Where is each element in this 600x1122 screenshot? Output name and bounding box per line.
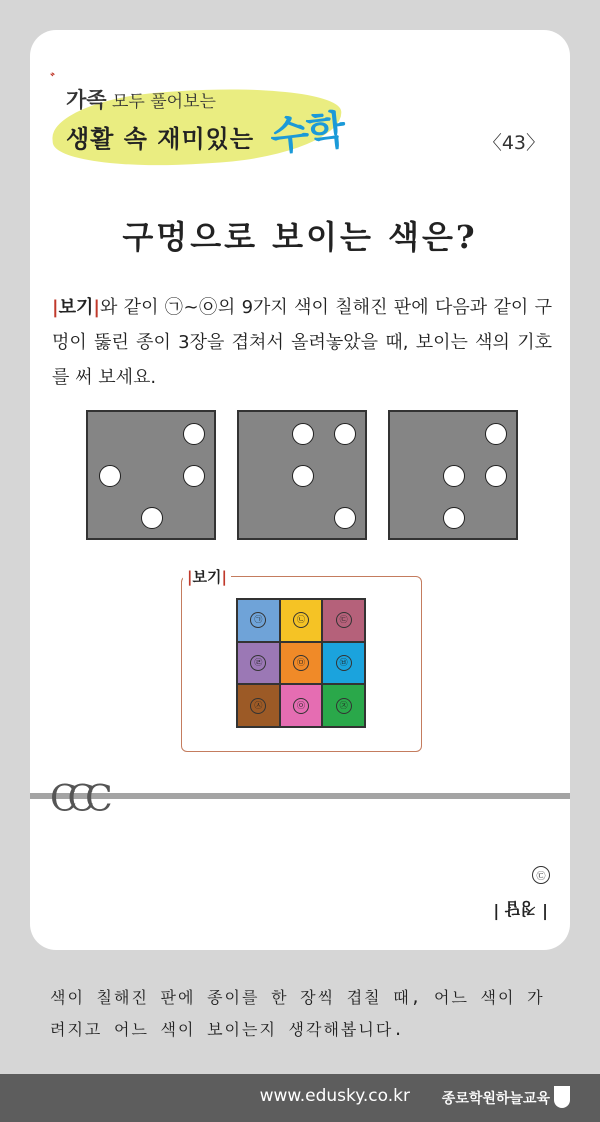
example-box-label: |보기|: [183, 566, 231, 587]
hole: [99, 465, 121, 487]
hole: [485, 423, 507, 445]
banner-math: 수학: [268, 107, 346, 161]
color-cell: [237, 684, 280, 727]
color-cell: [280, 599, 323, 642]
hole: [292, 465, 314, 487]
banner-title: 생활 속 재미있는: [66, 125, 254, 153]
divider: [30, 793, 570, 799]
hole: [485, 465, 507, 487]
color-cell: [322, 684, 365, 727]
banner-subtitle: 가족 모두 풀어보는: [66, 88, 216, 112]
cell-symbol: ㉨: [336, 698, 352, 714]
paper-3: [388, 410, 518, 540]
paper-1: [86, 410, 216, 540]
color-cell: [237, 642, 280, 685]
hole: [183, 423, 205, 445]
paper-2: [237, 410, 367, 540]
cell-symbol: ㉡: [293, 612, 309, 628]
hole: [443, 507, 465, 529]
problem-number: 〈43〉: [482, 132, 545, 154]
publisher-logo-icon: [554, 1086, 570, 1108]
color-grid: [236, 598, 366, 728]
hole: [292, 423, 314, 445]
answer-symbol: ㉢: [532, 866, 550, 884]
hole: [141, 507, 163, 529]
hint-text: 색이 칠해진 판에 종이를 한 장씩 겹칠 때, 어느 색이 가려지고 어느 색이 보이는지 생각해봅니다.: [50, 988, 545, 1039]
footer: [0, 1074, 600, 1122]
cell-symbol: ㉠: [250, 612, 266, 628]
example-tag: |보기|: [52, 297, 100, 318]
hole: [183, 465, 205, 487]
problem-text: |보기|와 같이 ㉠~㉧의 9가지 색이 칠해진 판에 다음과 같이 구멍이 뚫린 종이 3장을 겹쳐서 올려놓았을 때, 보이는 색의 기호를 써 보세요.: [52, 297, 552, 388]
answer-label: | 정답 |: [493, 899, 548, 920]
hole: [334, 423, 356, 445]
spark-icon: ゛: [50, 73, 64, 89]
color-cell: [322, 642, 365, 685]
footer-url[interactable]: www.edusky.co.kr: [259, 1086, 410, 1106]
ring-binder-icon: CCC: [50, 779, 103, 820]
hole: [334, 507, 356, 529]
cell-symbol: ㉥: [336, 655, 352, 671]
color-cell: [280, 684, 323, 727]
color-cell: [237, 599, 280, 642]
cell-symbol: ㉢: [336, 612, 352, 628]
cell-symbol: ㉦: [250, 698, 266, 714]
color-cell: [280, 642, 323, 685]
cell-symbol: ㉧: [293, 698, 309, 714]
footer-publisher: 종로학원하늘교육: [441, 1091, 550, 1107]
hole: [443, 465, 465, 487]
cell-symbol: ㉤: [293, 655, 309, 671]
cell-symbol: ㉣: [250, 655, 266, 671]
series-banner: [48, 64, 348, 172]
page-title: 구멍으로 보이는 색은?: [122, 218, 478, 256]
color-cell: [322, 599, 365, 642]
